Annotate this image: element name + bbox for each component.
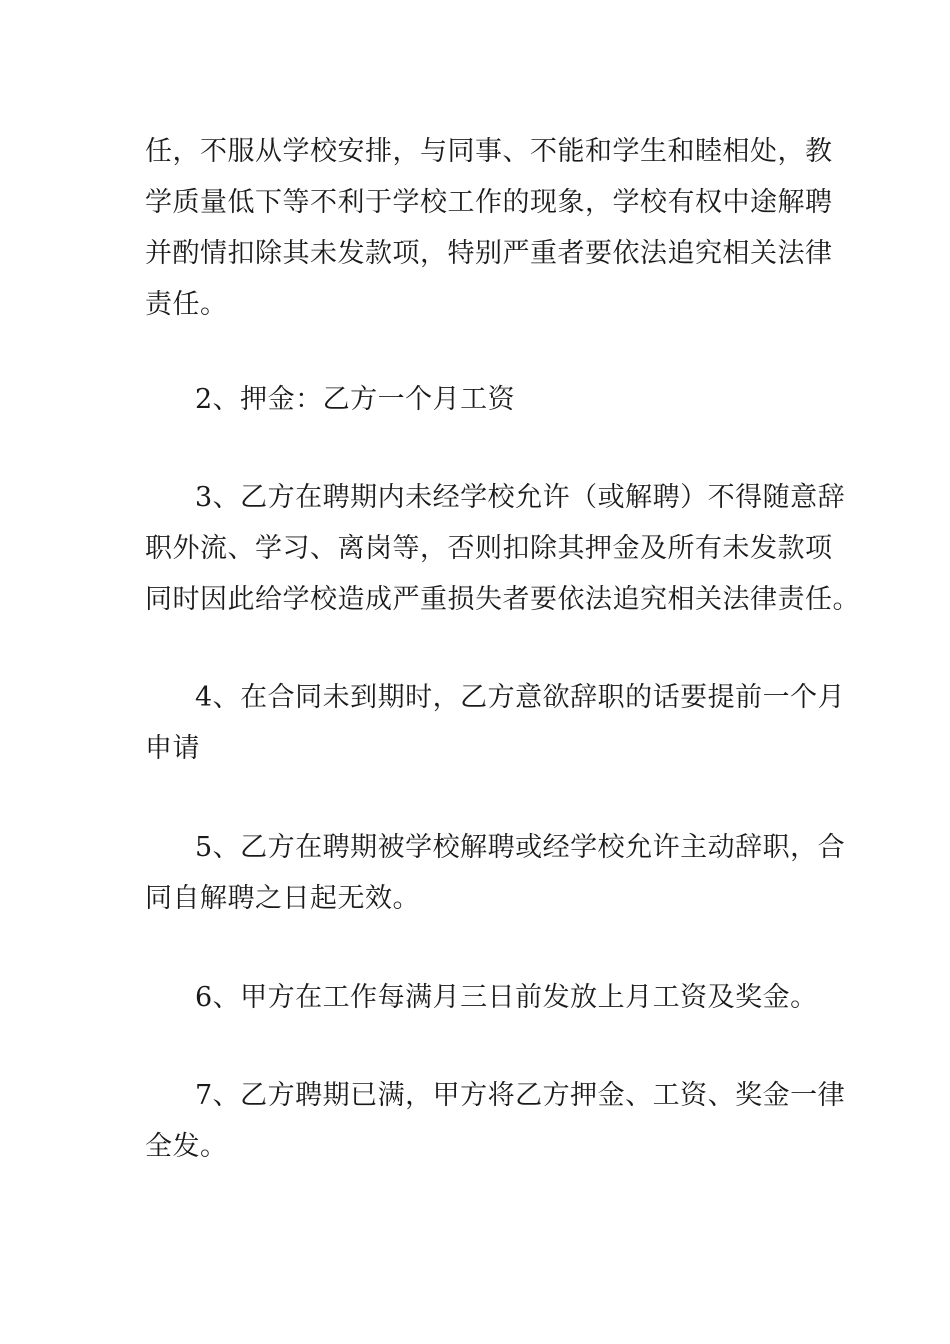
text-line: 并酌情扣除其未发款项，特别严重者要依法追究相关法律 [145, 238, 833, 269]
paragraph-1-continuation [145, 126, 833, 330]
paragraph-2-deposit [145, 374, 810, 425]
text-line: 申请 [145, 733, 200, 764]
text-line: 3、乙方在聘期内未经学校允许（或解聘）不得随意辞 [195, 482, 846, 513]
text-line: 职外流、学习、离岗等，否则扣除其押金及所有未发款项 [145, 533, 833, 564]
text-line: 同时因此给学校造成严重损失者要依法追究相关法律责任。 [145, 584, 860, 615]
paragraph-7-term-completion [145, 1070, 846, 1172]
paragraph-3-resignation-terms [145, 472, 860, 625]
text-line: 全发。 [145, 1131, 228, 1162]
text-line: 同自解聘之日起无效。 [145, 883, 420, 914]
text-line: 5、乙方在聘期被学校解聘或经学校允许主动辞职，合 [195, 832, 846, 863]
text-line: 责任。 [145, 289, 228, 320]
text-line: 2、押金：乙方一个月工资 [195, 384, 516, 415]
text-line: 任，不服从学校安排，与同事、不能和学生和睦相处，教 [145, 136, 833, 167]
text-line: 学质量低下等不利于学校工作的现象，学校有权中途解聘 [145, 187, 833, 218]
text-line: 6、甲方在工作每满月三日前发放上月工资及奖金。 [195, 982, 818, 1013]
text-line: 4、在合同未到期时，乙方意欲辞职的话要提前一个月 [195, 682, 846, 713]
paragraph-4-early-resignation [145, 672, 846, 774]
text-line: 7、乙方聘期已满，甲方将乙方押金、工资、奖金一律 [195, 1080, 846, 1111]
paragraph-5-contract-invalid [145, 822, 846, 924]
paragraph-6-salary-payment [145, 972, 818, 1023]
